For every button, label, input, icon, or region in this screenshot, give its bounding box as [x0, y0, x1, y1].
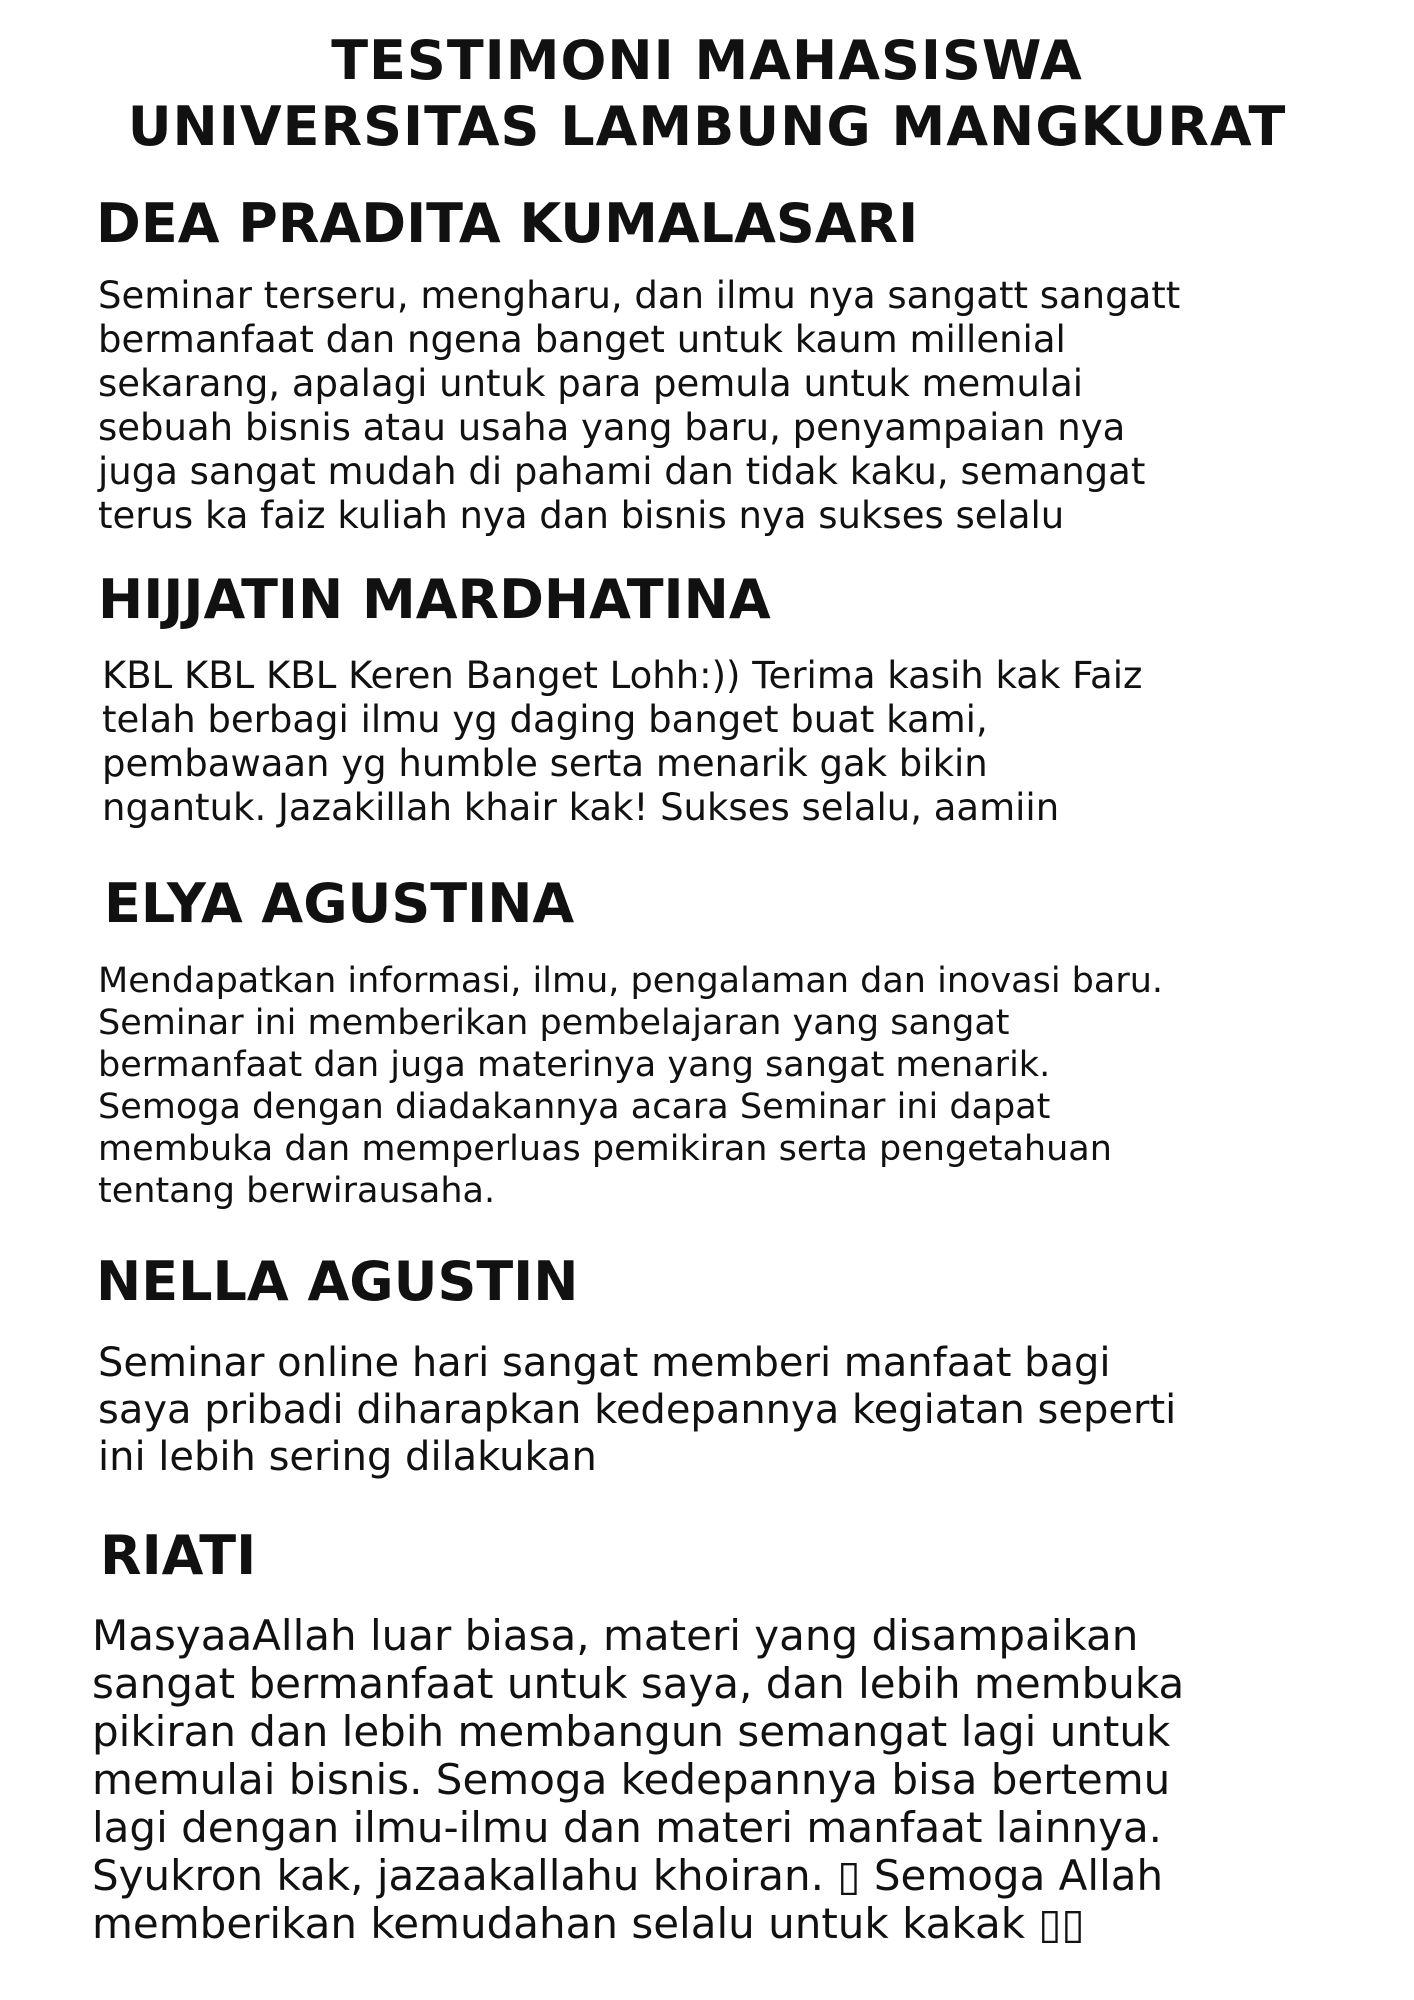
testimonial-name-3: ELYA AGUSTINA	[104, 872, 575, 935]
testimonial-name-5: RIATI	[100, 1524, 257, 1587]
testimonial-text-5: MasyaaAllah luar biasa, materi yang disampaikan sangat bermanfaat untuk saya, dan lebih membuka pikiran dan lebih membangun semangat lagi untuk memulai bisnis. Semoga kedepannya bisa bertemu lagi dengan ilmu-ilmu dan materi manfaat lainnya. Syukron kak, jazaakallahu khoiran. ▯ Semoga Allah memberikan kemudahan selalu untuk kakak ▯▯	[92, 1611, 1185, 1948]
testimonial-text-2: KBL KBL KBL Keren Banget Lohh:)) Terima kasih kak Faiz telah berbagi ilmu yg daging banget buat kami, pembawaan yg humble serta menarik gak bikin ngantuk. Jazakillah khair kak! Sukses selalu, aamiin	[102, 654, 1143, 829]
testimonial-text-1: Seminar terseru, mengharu, dan ilmu nya sangatt sangatt bermanfaat dan ngena banget untuk kaum millenial sekarang, apalagi untuk para pemula untuk memulai sebuah bisnis atau usaha yang baru, penyampaian nya juga sangat mudah di pahami dan tidak kaku, semangat terus ka faiz kuliah nya dan bisnis nya sukses selalu	[98, 274, 1181, 537]
testimonial-name-1: DEA PRADITA KUMALASARI	[96, 192, 919, 255]
testimonial-name-4: NELLA AGUSTIN	[96, 1250, 579, 1313]
title-line-1: TESTIMONI MAHASISWA	[331, 29, 1083, 92]
testimonial-name-2: HIJJATIN MARDHATINA	[98, 568, 771, 631]
page-title	[0, 28, 1414, 160]
testimonial-text-3: Mendapatkan informasi, ilmu, pengalaman dan inovasi baru. Seminar ini memberikan pembelajaran yang sangat bermanfaat dan juga materinya yang sangat menarik. Semoga dengan diadakannya acara Seminar ini dapat membuka dan memperluas pemikiran serta pengetahuan tentang berwirausaha.	[98, 961, 1164, 1211]
testimonial-text-4: Seminar online hari sangat memberi manfaat bagi saya pribadi diharapkan kedepannya kegiatan seperti ini lebih sering dilakukan	[98, 1340, 1177, 1480]
title-line-2: UNIVERSITAS LAMBUNG MANGKURAT	[127, 95, 1287, 158]
